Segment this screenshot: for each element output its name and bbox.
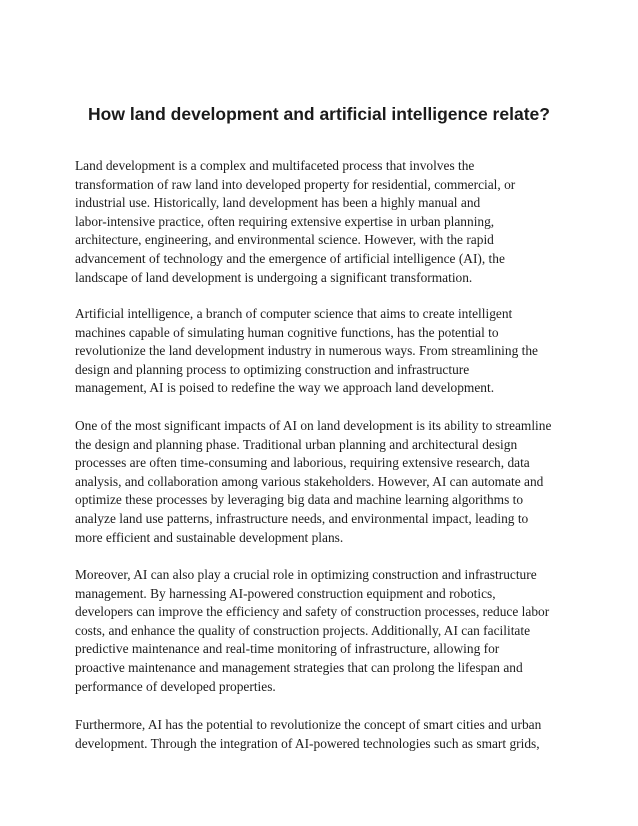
text-line: proactive maintenance and management strategies that can prolong the lifespan and <box>75 659 523 675</box>
text-line: Moreover, AI can also play a crucial role in optimizing construction and infrastructure <box>75 567 537 582</box>
paragraph-2 <box>75 305 569 398</box>
paragraph-3 <box>75 417 569 547</box>
text-line: machines capable of simulating human cognitive functions, has the potential to <box>75 324 499 340</box>
paragraph-1 <box>75 157 569 287</box>
text-line: One of the most significant impacts of AI on land development is its ability to streamline <box>75 418 552 433</box>
text-line: management. By harnessing AI-powered construction equipment and robotics, <box>75 585 496 601</box>
text-line: landscape of land development is undergoing a significant transformation. <box>75 269 473 285</box>
text-line: Furthermore, AI has the potential to revolutionize the concept of smart cities and urban <box>75 717 542 732</box>
text-line: developers can improve the efficiency and safety of construction processes, reduce labor <box>75 604 550 620</box>
text-line: analysis, and collaboration among various stakeholders. However, AI can automate and <box>75 473 544 489</box>
paragraph-5 <box>75 716 569 753</box>
paragraph-4 <box>75 566 569 696</box>
text-line: transformation of raw land into developed property for residential, commercial, or <box>75 176 516 192</box>
text-line: Artificial intelligence, a branch of computer science that aims to create intelligent <box>75 306 513 321</box>
text-line: costs, and enhance the quality of construction projects. Additionally, AI can facilitate <box>75 622 531 638</box>
text-line: advancement of technology and the emergence of artificial intelligence (AI), the <box>75 250 505 266</box>
text-line: analyze land use patterns, infrastructure needs, and environmental impact, leading to <box>75 510 529 526</box>
text-line: optimize these processes by leveraging big data and machine learning algorithms to <box>75 492 524 508</box>
text-line: architecture, engineering, and environmental science. However, with the rapid <box>75 232 494 248</box>
text-line: more efficient and sustainable development plans. <box>75 529 344 545</box>
text-line: industrial use. Historically, land development has been a highly manual and <box>75 195 481 211</box>
text-line: performance of developed properties. <box>75 678 276 694</box>
text-line: labor-intensive practice, often requiring extensive expertise in urban planning, <box>75 213 495 229</box>
text-line: revolutionize the land development industry in numerous ways. From streamlining the <box>75 343 539 359</box>
text-line: processes are often time-consuming and laborious, requiring extensive research, data <box>75 455 530 471</box>
text-line: Land development is a complex and multifaceted process that involves the <box>75 158 475 173</box>
text-line: predictive maintenance and real-time monitoring of infrastructure, allowing for <box>75 641 500 657</box>
text-line: the design and planning phase. Traditional urban planning and architectural design <box>75 436 518 452</box>
text-line: design and planning process to optimizing construction and infrastructure <box>75 361 470 377</box>
text-line: management, AI is poised to redefine the way we approach land development. <box>75 380 495 396</box>
document-title: How land development and artificial intelligence relate? <box>88 104 550 124</box>
text-line: development. Through the integration of AI-powered technologies such as smart grids, <box>75 735 540 751</box>
